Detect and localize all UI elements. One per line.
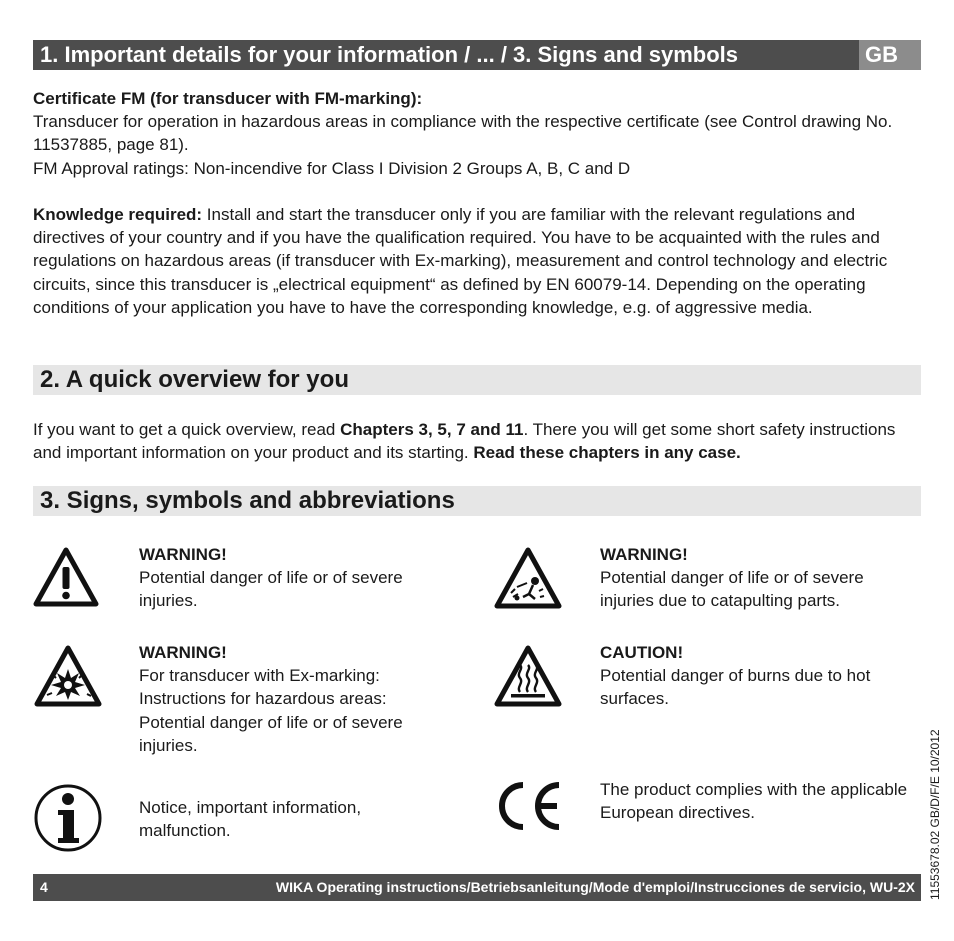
knowledge-text: Install and start the transducer only if you are familiar with the relevant regulations and directives of your country and if you have the qualification required. You have to be acquainted with the rules and regulations on hazardous areas (if transducer with Ex-marking), measurement and control technology and electric circuits, since this transducer is „electrical equipment“ as defined by EN 60079-14. Depending on the operating conditions of your application you have to have the corresponding knowledge, e.g. of aggressive media. [33,205,888,317]
section-2-text1: If you want to get a quick overview, read [33,420,341,439]
section-2-bold2: Read these chapters in any case. [473,443,741,463]
explosion-icon [33,645,103,707]
warning2-heading: WARNING! [600,545,688,564]
info-block [139,796,449,842]
warning3-text: For transducer with Ex-marking: Instructions for hazardous areas: Potential danger of life or of severe injuries. [139,666,403,755]
section-2-title: 2. A quick overview for you [33,365,921,395]
caution-block [600,641,910,711]
info-text: Notice, important information, malfunction. [139,798,362,841]
info-icon [33,782,103,854]
language-badge: GB [859,40,921,70]
warning1-block [139,543,449,613]
ce-text: The product complies with the applicable European directives. [600,780,908,823]
warning3-block [139,641,449,757]
warning-triangle-icon [33,547,99,607]
caution-heading: CAUTION! [600,643,684,662]
warning2-text: Potential danger of life or of severe injuries due to catapulting parts. [600,568,864,611]
section-2-text2: . There you will get some short safety instructions and important information on your product and its starting. [33,420,896,463]
catapulting-parts-icon [493,547,563,609]
certificate-heading: Certificate FM (for transducer with FM-marking): [33,89,423,108]
knowledge-paragraph [33,203,913,319]
section-3-title: 3. Signs, symbols and abbreviations [33,486,921,516]
footer-bar [33,874,921,901]
warning2-block [600,543,910,613]
knowledge-label: Knowledge required: [33,205,203,224]
warning1-text: Potential danger of life or of severe injuries. [139,568,403,611]
hot-surface-icon [493,645,563,707]
certificate-line1: Transducer for operation in hazardous areas in compliance with the respective certificate (see Control drawing No. 11537885, page 81). [33,112,893,155]
section-2-bold1: Chapters 3, 5, 7 and 11 [340,420,524,439]
document-code: 11553678.02 GB/D/F/E 10/2012 [928,729,942,900]
page-number: 4 [40,879,48,895]
footer-title: WIKA Operating instructions/Betriebsanleitung/Mode d'emploi/Instrucciones de servicio, WU-2X [275,879,915,895]
caution-text: Potential danger of burns due to hot surfaces. [600,666,871,709]
ce-mark-icon [493,779,565,833]
header-bar [33,40,921,70]
certificate-paragraph [33,87,913,180]
warning3-heading: WARNING! [139,643,227,662]
header-title: 1. Important details for your information / ... / 3. Signs and symbols [40,42,738,67]
section-2-paragraph [33,418,913,464]
certificate-line2: FM Approval ratings: Non-incendive for Class I Division 2 Groups A, B, C and D [33,158,631,178]
warning1-heading: WARNING! [139,545,227,564]
ce-block [600,778,910,824]
